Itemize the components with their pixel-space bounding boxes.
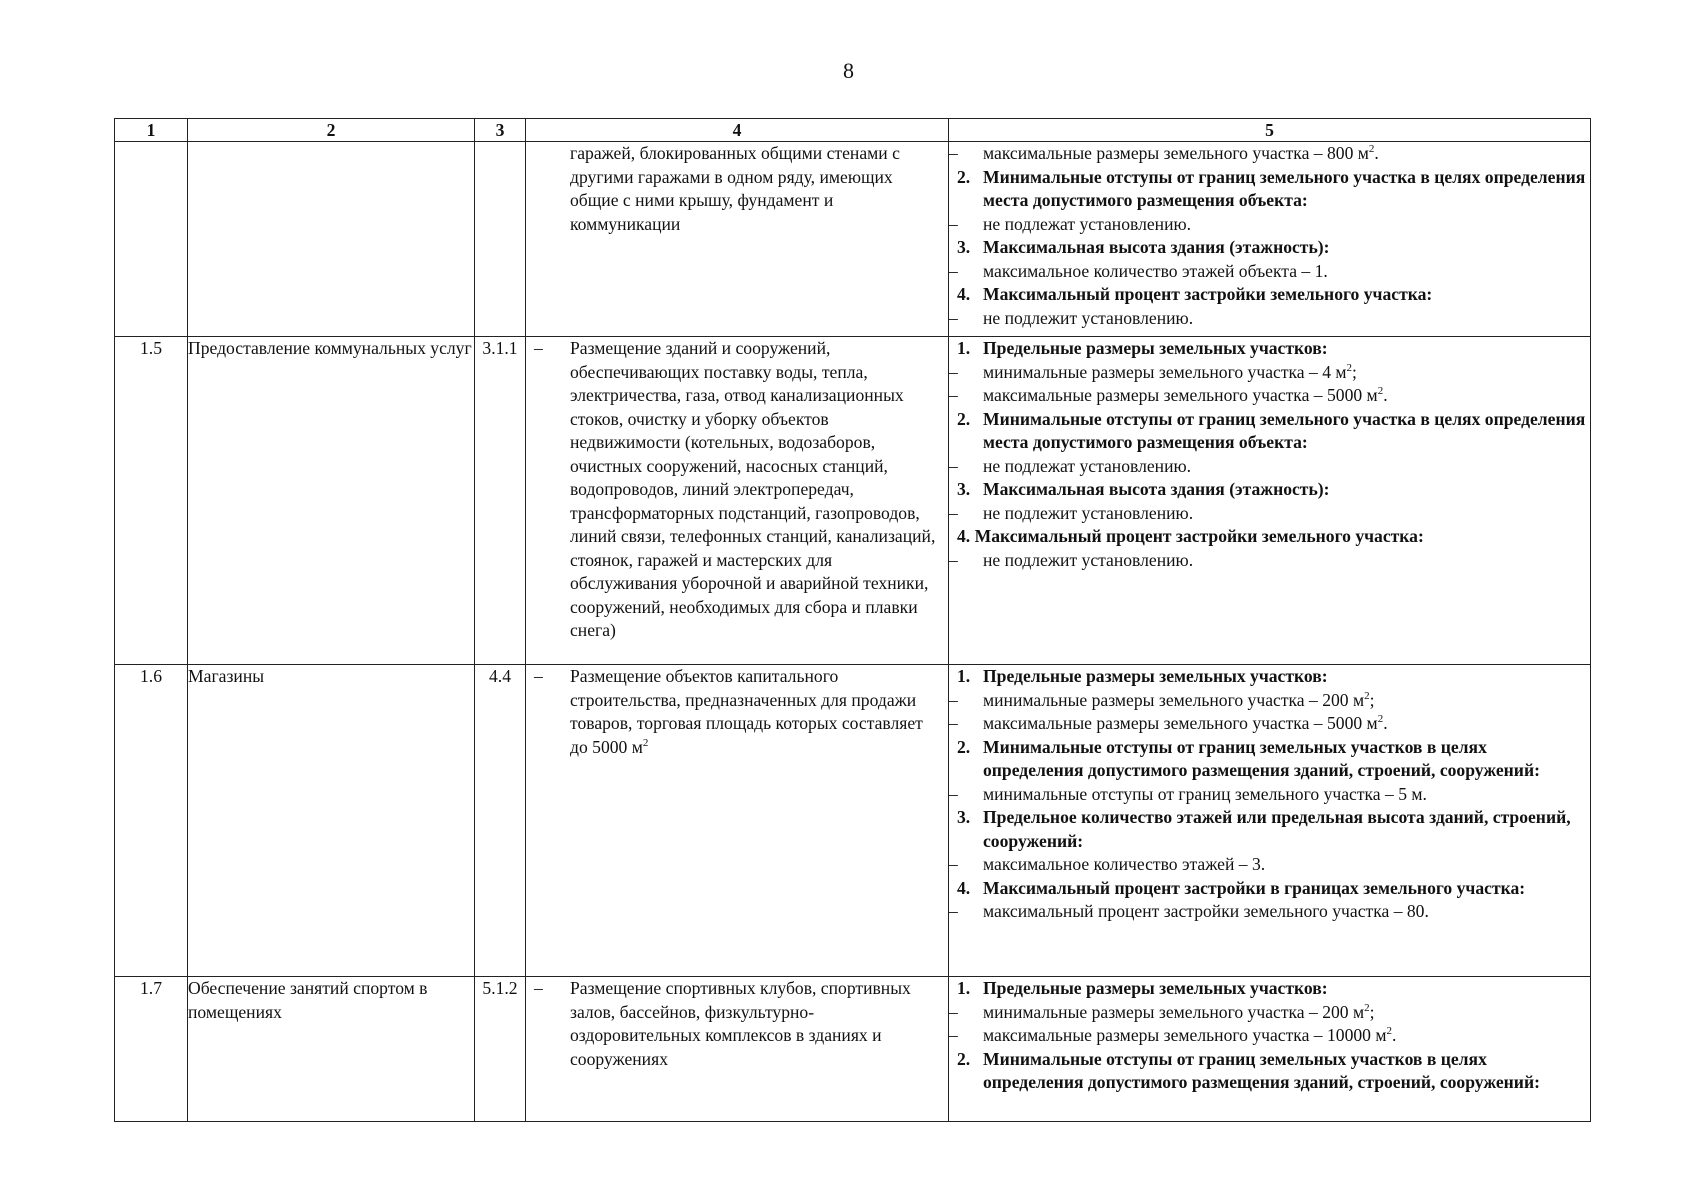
parameter-number: 4. [957, 284, 971, 304]
table-row [115, 337, 1591, 665]
dash-marker: – [949, 713, 958, 733]
dash-marker: – [949, 143, 958, 163]
parameter-text: максимальный процент застройки земельного участка – 80. [983, 901, 1429, 921]
dash-marker: – [949, 901, 958, 921]
use-description-cell [526, 665, 949, 977]
use-description: Размещение объектов капитального строительства, предназначенных для продажи товаров, торговая площадь которых составляет до 5000 $м^2$ [570, 666, 923, 757]
parameter-value [949, 384, 1590, 408]
parameter-number: 2. [957, 736, 971, 757]
parameter-text: не подлежат установлению. [983, 455, 1192, 476]
parameter-number: 4. [957, 877, 971, 898]
table-row [115, 977, 1591, 1122]
parameter-number: 1. [957, 978, 971, 998]
parameter-text: не подлежат установлению. [983, 213, 1192, 234]
table-row [115, 142, 1591, 337]
dash-marker: – [949, 361, 958, 382]
parameter-heading [949, 337, 1590, 361]
parameter-text: максимальные размеры земельного участка – 5000 $м^2$. [983, 385, 1388, 405]
dash-marker: – [949, 455, 958, 476]
parameter-heading [949, 977, 1590, 1001]
parameter-text: Минимальные отступы от границ земельных участков в целях определения допустимого размещения зданий, строений, сооружений: [983, 736, 1540, 780]
parameter-text: не подлежит установлению. [983, 549, 1194, 570]
parameter-heading [949, 408, 1590, 455]
parameter-text: минимальные отступы от границ земельного участка – 5 м. [983, 783, 1427, 804]
parameters-cell [949, 337, 1591, 665]
dash-marker: – [949, 689, 958, 710]
dash-marker: – [534, 978, 543, 998]
parameter-value [949, 689, 1590, 713]
parameter-heading [949, 1048, 1590, 1095]
dash-marker: – [949, 385, 958, 405]
parameter-value [949, 783, 1590, 807]
use-name: Предоставление коммунальных услуг [188, 337, 475, 665]
dash-marker: – [949, 502, 958, 523]
page-number: 8 [843, 58, 854, 83]
dash-marker: – [534, 666, 543, 686]
dash-marker: – [949, 213, 958, 234]
use-description: Размещение зданий и сооружений, обеспечивающих поставку воды, тепла, электричества, газа, отвод канализационных стоков, очистку и уборку объектов недвижимости (котельных, водозаборов, очистных сооружений, насосных станций, водопроводов, линий электропередач, трансформаторных подстанций, газопроводов, линий связи, телефонных станций, канализаций, стоянок, гаражей и мастерских для обслуживания уборочной и аварийной техники, сооружений, необходимых для сбора и плавки снега) [570, 338, 936, 640]
parameter-value [949, 712, 1590, 736]
parameter-text: Предельные размеры земельных участков: [983, 666, 1328, 686]
parameter-text: максимальные размеры земельного участка – 5000 $м^2$. [983, 713, 1388, 733]
parameter-value [949, 213, 1590, 237]
parameter-value [949, 853, 1590, 877]
parameter-value [949, 502, 1590, 526]
use-description-cell [526, 337, 949, 665]
parameter-number: 2. [957, 1048, 971, 1069]
parameter-number: 2. [957, 166, 971, 187]
column-header: 2 [188, 119, 475, 142]
column-header: 3 [475, 119, 526, 142]
parameter-number: 3. [957, 479, 971, 499]
parameter-text: Максимальная высота здания (этажность): [983, 237, 1330, 257]
use-code: 4.4 [475, 665, 526, 977]
parameter-heading [949, 283, 1590, 307]
parameter-text: минимальные размеры земельного участка – 200 $м^2$; [983, 1001, 1375, 1022]
dash-marker: – [949, 1001, 958, 1022]
parameter-text: максимальное количество этажей объекта – 1. [983, 260, 1328, 281]
use-code [475, 142, 526, 337]
table-header-row [115, 119, 1591, 142]
row-number [115, 142, 188, 337]
parameter-text: Минимальные отступы от границ земельного участка в целях определения места допустимого размещения объекта: [983, 166, 1586, 210]
parameter-text: 4. Максимальный процент застройки земельного участка: [957, 526, 1424, 546]
parameter-number: 1. [957, 666, 971, 686]
parameters-cell [949, 142, 1591, 337]
parameter-value [949, 260, 1590, 284]
dash-marker: – [949, 1025, 958, 1045]
parameter-text: максимальные размеры земельного участка – 800 $м^2$. [983, 143, 1379, 163]
parameter-number: 3. [957, 807, 971, 827]
use-code: 5.1.2 [475, 977, 526, 1122]
parameter-text: максимальное количество этажей – 3. [983, 854, 1266, 874]
parameter-text: Минимальные отступы от границ земельного участка в целях определения места допустимого размещения объекта: [983, 408, 1586, 452]
use-name: Обеспечение занятий спортом в помещениях [188, 977, 475, 1122]
parameter-text: максимальные размеры земельного участка – 10000 $м^2$. [983, 1025, 1397, 1045]
table-row [115, 665, 1591, 977]
use-description-cell [526, 142, 949, 337]
land-use-table [114, 118, 1591, 1122]
parameter-text: не подлежит установлению. [983, 502, 1194, 523]
parameter-text: Максимальный процент застройки в границах земельного участка: [983, 877, 1526, 898]
parameter-text: Предельное количество этажей или предельная высота зданий, строений, сооружений: [983, 807, 1571, 851]
parameter-heading [949, 236, 1590, 260]
use-name: Магазины [188, 665, 475, 977]
parameter-value [949, 361, 1590, 385]
parameter-heading [949, 806, 1590, 853]
parameter-value [949, 142, 1590, 166]
parameter-value [949, 549, 1590, 573]
parameter-text: Максимальная высота здания (этажность): [983, 479, 1330, 499]
column-header: 5 [949, 119, 1591, 142]
column-header: 4 [526, 119, 949, 142]
parameter-heading [949, 525, 1590, 549]
parameter-value [949, 1001, 1590, 1025]
parameters-cell [949, 977, 1591, 1122]
use-code: 3.1.1 [475, 337, 526, 665]
parameter-heading [949, 478, 1590, 502]
parameters-cell [949, 665, 1591, 977]
parameter-value [949, 307, 1590, 331]
row-number: 1.7 [115, 977, 188, 1122]
row-number: 1.5 [115, 337, 188, 665]
dash-marker: – [949, 549, 958, 570]
parameter-text: минимальные размеры земельного участка – 4 $м^2$; [983, 361, 1357, 382]
use-description: Размещение спортивных клубов, спортивных залов, бассейнов, физкультурно-оздоровительных комплексов в зданиях и сооружениях [570, 978, 911, 1069]
parameter-heading [949, 877, 1590, 901]
row-number: 1.6 [115, 665, 188, 977]
parameter-text: минимальные размеры земельного участка – 200 $м^2$; [983, 689, 1375, 710]
parameter-text: не подлежит установлению. [983, 307, 1194, 328]
use-name [188, 142, 475, 337]
parameter-value [949, 455, 1590, 479]
parameter-number: 3. [957, 237, 971, 257]
parameter-text: Минимальные отступы от границ земельных участков в целях определения допустимого размещения зданий, строений, сооружений: [983, 1048, 1540, 1092]
column-header: 1 [115, 119, 188, 142]
parameter-heading [949, 665, 1590, 689]
parameter-heading [949, 736, 1590, 783]
parameter-text: Предельные размеры земельных участков: [983, 338, 1328, 358]
dash-marker: – [534, 338, 543, 358]
parameter-number: 2. [957, 408, 971, 429]
dash-marker: – [949, 783, 958, 804]
parameter-text: Максимальный процент застройки земельного участка: [983, 284, 1433, 304]
dash-marker: – [949, 854, 958, 874]
parameter-heading [949, 166, 1590, 213]
parameter-number: 1. [957, 338, 971, 358]
use-description-cell [526, 977, 949, 1122]
use-description: гаражей, блокированных общими стенами с другими гаражами в одном ряду, имеющих общие с ними крышу, фундамент и коммуникации [570, 143, 900, 234]
parameter-text: Предельные размеры земельных участков: [983, 978, 1328, 998]
parameter-value [949, 1024, 1590, 1048]
dash-marker: – [949, 260, 958, 281]
parameter-value [949, 900, 1590, 924]
dash-marker: – [949, 307, 958, 328]
